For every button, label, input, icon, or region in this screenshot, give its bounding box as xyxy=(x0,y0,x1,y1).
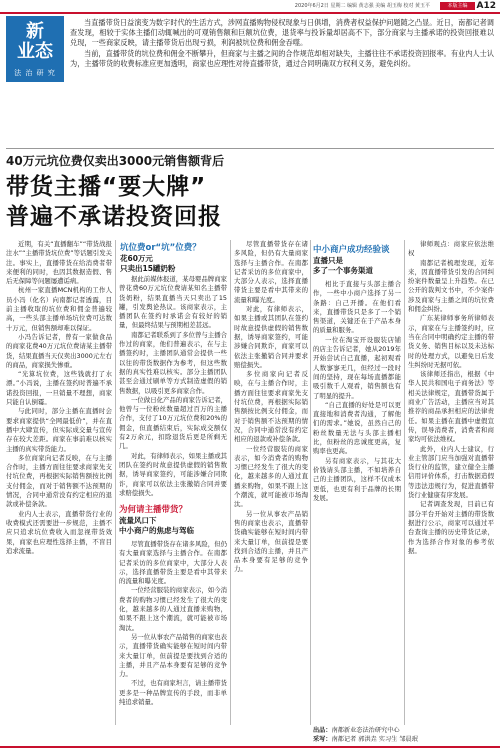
subsection-deck: 多了一个事务渠道 xyxy=(313,266,373,275)
intro-paragraph: 当前，直播带货的坑位费和佣金不断攀升，但商家与主播之间的合作规范却相对缺失，主播往往不承诺投资回报率。有业内人士认为，主播带货的收费标准应更加透明，商家也应理性对待直播带货，通过合同明确双方权利义务，避免纠纷。 xyxy=(70,48,494,68)
subsection-title: 坑位费or“坑”位费？ xyxy=(120,243,201,253)
footer-rule xyxy=(0,746,500,748)
body-paragraph: 近期，有关“直播翻车”“带货战报注水”“主播带货坑位费”等话题引发关注。事实上，直播带货在给消费者带来便利的同时，也因其数据造假、售后无保障等问题屡遭诟病。 xyxy=(6,240,112,286)
masthead-line2: 业态 xyxy=(17,41,53,62)
subsection-deck: 直播只是 xyxy=(313,256,343,265)
column-divider xyxy=(115,240,116,725)
credit-value: 南都记者 郭洪垚 实习生 邹晨珉 xyxy=(331,736,418,743)
column-divider xyxy=(230,240,231,725)
page-meta-line: 2020年6月2日 星期二 编辑 黄志强 美编 胡玉梅 校对 黄玉平 xyxy=(294,3,430,9)
section-masthead xyxy=(6,16,64,82)
body-paragraph: 广东某律师事务所律师表示，商家在与主播签约时，应当在合同中明确约定主播的带货义务、销售目标以及未达标时的处理方式，以避免日后发生纠纷时无据可依。 xyxy=(408,314,494,369)
credit-value: 南都新业态法治研究中心 xyxy=(331,727,400,734)
body-paragraph: 据此前媒体报道，某母婴品牌商家曾花费60万元坑位费请某知名主播带货奶粉，结果直播当天只卖出了15罐，引发舆论热议。该商家表示，主播团队在签约时承诺会有较好的销量，但最终结果与预期相差甚远。 xyxy=(119,275,227,330)
body-paragraph: 南都记者联系到了多位曾与主播合作过的商家，他们普遍表示，在与主播签约时，主播团队通常会提供一些以往的带货数据作为参考，但这些数据的真实性难以核实。部分主播团队甚至会通过刷单等方式制造虚假的销售数据，以吸引更多商家合作。 xyxy=(119,330,227,395)
page-number: A12 xyxy=(476,1,496,11)
article-headline xyxy=(6,172,222,232)
masthead-line1: 新 xyxy=(26,21,44,42)
subsection-deck: 花60万元 xyxy=(120,254,153,263)
body-paragraph: 对此，有律师表示，如果主播或其团队在签约时故意提供虚假的销售数据，诱导商家签约，可能涉嫌合同欺诈，商家可以依法主张撤销合同并要求赔偿损失。 xyxy=(119,451,227,497)
article-column-1 xyxy=(6,240,112,725)
body-paragraph: 一位经营服装的商家表示，如今消费者的购物习惯已经发生了很大的变化，越来越多的人通过直播来购物，如果不跟上这个潮流，就可能被市场淘汰。 xyxy=(119,586,227,632)
article-deck: 40万元坑位费仅卖出3000元销售额背后 xyxy=(6,154,225,168)
body-paragraph: 小冯告诉记者，曾有一家做食品的商家花费40万元坑位费请某主播带货，结果直播当天仅卖出3000元左右的商品，商家损失惨重。 xyxy=(6,332,112,369)
body-paragraph: 业内人士表示，直播带货行业的收费模式还需要进一步规范，主播不应只追求坑位费收入而忽视带货效果，商家也应理性选择主播，不盲目追求流量。 xyxy=(6,509,112,555)
subsection-title: 为何请主播带货？ xyxy=(119,505,188,515)
body-paragraph: 多位商家向记者反映，在与主播合作时，主播方面往往要求商家先支付坑位费，再根据实际销售额按比例支付佣金，而对于销售额不达预期的情况，合同中通常没有约定相应的退款或补偿条款。 xyxy=(6,453,112,509)
body-paragraph: 该律师还指出，根据《中华人民共和国电子商务法》等相关法律规定，直播带货属于商业广告活动，主播应当对其推荐的商品承担相应的法律责任。如果主播在直播中虚假宣传，误导消费者，消费者和商家均可依法维权。 xyxy=(408,370,494,444)
subsection-title: 中小商户成功经验谈 xyxy=(313,245,390,255)
body-paragraph: 律师观点：商家应依法维权 xyxy=(408,240,494,258)
body-paragraph: 另有商家表示，与其花大价钱请头部主播，不如培养自己的主播团队，这样不仅成本更低，也更有利于品牌的长期发展。 xyxy=(313,456,401,502)
article-column-2 xyxy=(119,275,227,500)
body-paragraph: 尽管直播带货存在诸多风险，但仍有大量商家选择与主播合作。在南都记者采访的多位商家中，大部分人表示，选择直播带货主要是看中其带来的流量和曝光度。 xyxy=(234,240,308,304)
body-paragraph: 杭州一家直播MCN机构的工作人员小冯（化名）向南都记者透露，目前主播收取的坑位费和佣金普遍较高，一些头部主播单场坑位费可达数十万元，但销售额却难以保证。 xyxy=(6,286,112,332)
credit-label: 采写： xyxy=(313,736,332,743)
intro-block xyxy=(70,18,494,69)
section-tag: 本版主编 xyxy=(440,2,475,10)
body-paragraph: 尽管直播带货存在诸多风险，但仍有大量商家选择与主播合作。在南都记者采访的多位商家中，大部分人表示，选择直播带货主要是看中其带来的流量和曝光度。 xyxy=(119,540,227,586)
body-paragraph: 多位商家向记者反映，在与主播合作时，主播方面往往要求商家先支付坑位费，再根据实际销售额按比例支付佣金，而对于销售额不达预期的情况，合同中通常没有约定相应的退款或补偿条款。 xyxy=(234,370,308,444)
headline-line2: 普遍不承诺投资回报 xyxy=(6,204,222,230)
masthead-subtitle: 法 治 研 究 xyxy=(14,69,56,77)
body-paragraph: 一位经营服装的商家表示，如今消费者的购物习惯已经发生了很大的变化，越来越多的人通过直播来购物，如果不跟上这个潮流，就可能被市场淘汰。 xyxy=(234,444,308,509)
credit-writers xyxy=(313,735,494,744)
article-column-3 xyxy=(234,240,308,725)
credit-source xyxy=(313,726,494,735)
body-paragraph: 与此同时，部分主播在直播时会要求商家提供“全网最低价”，并在直播中大肆宣传，但实际成交量与宣传存在较大差距。商家在事前难以核实主播的真实带货能力。 xyxy=(6,407,112,453)
page-header xyxy=(0,0,500,12)
body-paragraph: 另一位从事农产品销售的商家也表示，直播带货确实能够在短时间内带来大量订单，但前提是要找到合适的主播，并且产品本身要有足够的竞争力。 xyxy=(234,509,308,574)
article-credits xyxy=(313,726,494,744)
column-divider xyxy=(310,240,311,725)
body-paragraph: 对此，有律师表示，如果主播或其团队在签约时故意提供虚假的销售数据，诱导商家签约，可能涉嫌合同欺诈，商家可以依法主张撤销合同并要求赔偿损失。 xyxy=(234,305,308,369)
credit-label: 出品： xyxy=(313,727,332,734)
subsection-deck: 中小商户的焦虑与驾临 xyxy=(119,526,194,535)
body-paragraph: 一位在淘宝开设服装店铺的店主告诉记者，她从2019年开始尝试自己直播，起初观看人数寥寥无几，但经过一段时间的坚持，现在每场直播都能吸引数千人观看，销售额也有了明显的提升。 xyxy=(313,335,401,400)
body-paragraph: 记者调查发现，目前已有部分平台开始对主播的带货数据进行公示，商家可以通过平台查询主播的历史带货记录，作为选择合作对象的参考依据。 xyxy=(408,500,494,555)
article-column-4 xyxy=(313,280,401,725)
subsection-coin-fee xyxy=(120,243,216,274)
headline-line1: 带货主播“要大牌” xyxy=(6,174,207,200)
subsection-deck: 流量风口下 xyxy=(119,516,157,525)
subsection-success xyxy=(313,245,399,276)
subsection-deck: 只卖出15罐奶粉 xyxy=(120,264,176,273)
subsection-why-streamers xyxy=(119,505,227,536)
body-paragraph: 不过，也有商家坦言，请主播带货更多是一种品牌宣传的手段，而非单纯追求销量。 xyxy=(119,679,227,707)
body-paragraph: “光算坑位费，这些钱就打了水漂。”小冯说，主播在签约时普遍不承诺投资回报，一旦销量不理想，商家只能自认倒霉。 xyxy=(6,370,112,407)
column-divider xyxy=(404,240,405,725)
body-paragraph: 此外，业内人士建议，行业主管部门应当加强对直播带货行业的监管，建立健全主播信用评价体系，打击数据造假等违法违规行为，促进直播带货行业健康有序发展。 xyxy=(408,444,494,500)
body-paragraph: 一位做日化产品的商家告诉记者，他曾与一位粉丝数量超过百万的主播合作，支付了10万元坑位费和20%的佣金，但直播结束后，实际成交额仅有2万余元，扣除退货后更是所剩无几。 xyxy=(119,395,227,451)
body-paragraph: “自己直播的好处是可以更直接地和消费者沟通，了解他们的需求。”她说，虽然自己的粉丝数量无法与头部主播相比，但粉丝的忠诚度更高，复购率也更高。 xyxy=(313,400,401,456)
body-paragraph: 相比于直接与头部主播合作，一些中小商户选择了另一条路：自己开播。在他们看来，直播带货只是多了一个销售渠道，关键还在于产品本身的质量和服务。 xyxy=(313,280,401,335)
body-paragraph: 南都记者梳理发现，近年来，因直播带货引发的合同纠纷案件数量呈上升趋势。在已公开的裁判文书中，不少案件涉及商家与主播之间的坑位费和佣金纠纷。 xyxy=(408,258,494,314)
article-column-5 xyxy=(408,240,494,725)
header-rule xyxy=(0,12,500,14)
article-column-2b xyxy=(119,540,227,725)
intro-paragraph: 当直播带货日益演变为数字时代的生活方式，涉网直播购物侵权现象与日俱增，消费者权益保护问题随之凸显。近日，南都记者调查发现，相较于实体主播们动辄喊出的可观销售额和巨额坑位费，退货率与投诉量却居高不下，部分商家与主播承诺的投资回报难以兑现，一些商家反映，请主播带货后出现亏损，利润被坑位费和佣金吞噬。 xyxy=(70,18,494,48)
divider xyxy=(6,148,494,149)
body-paragraph: 另一位从事农产品销售的商家也表示，直播带货确实能够在短时间内带来大量订单，但前提是要找到合适的主播，并且产品本身要有足够的竞争力。 xyxy=(119,632,227,679)
